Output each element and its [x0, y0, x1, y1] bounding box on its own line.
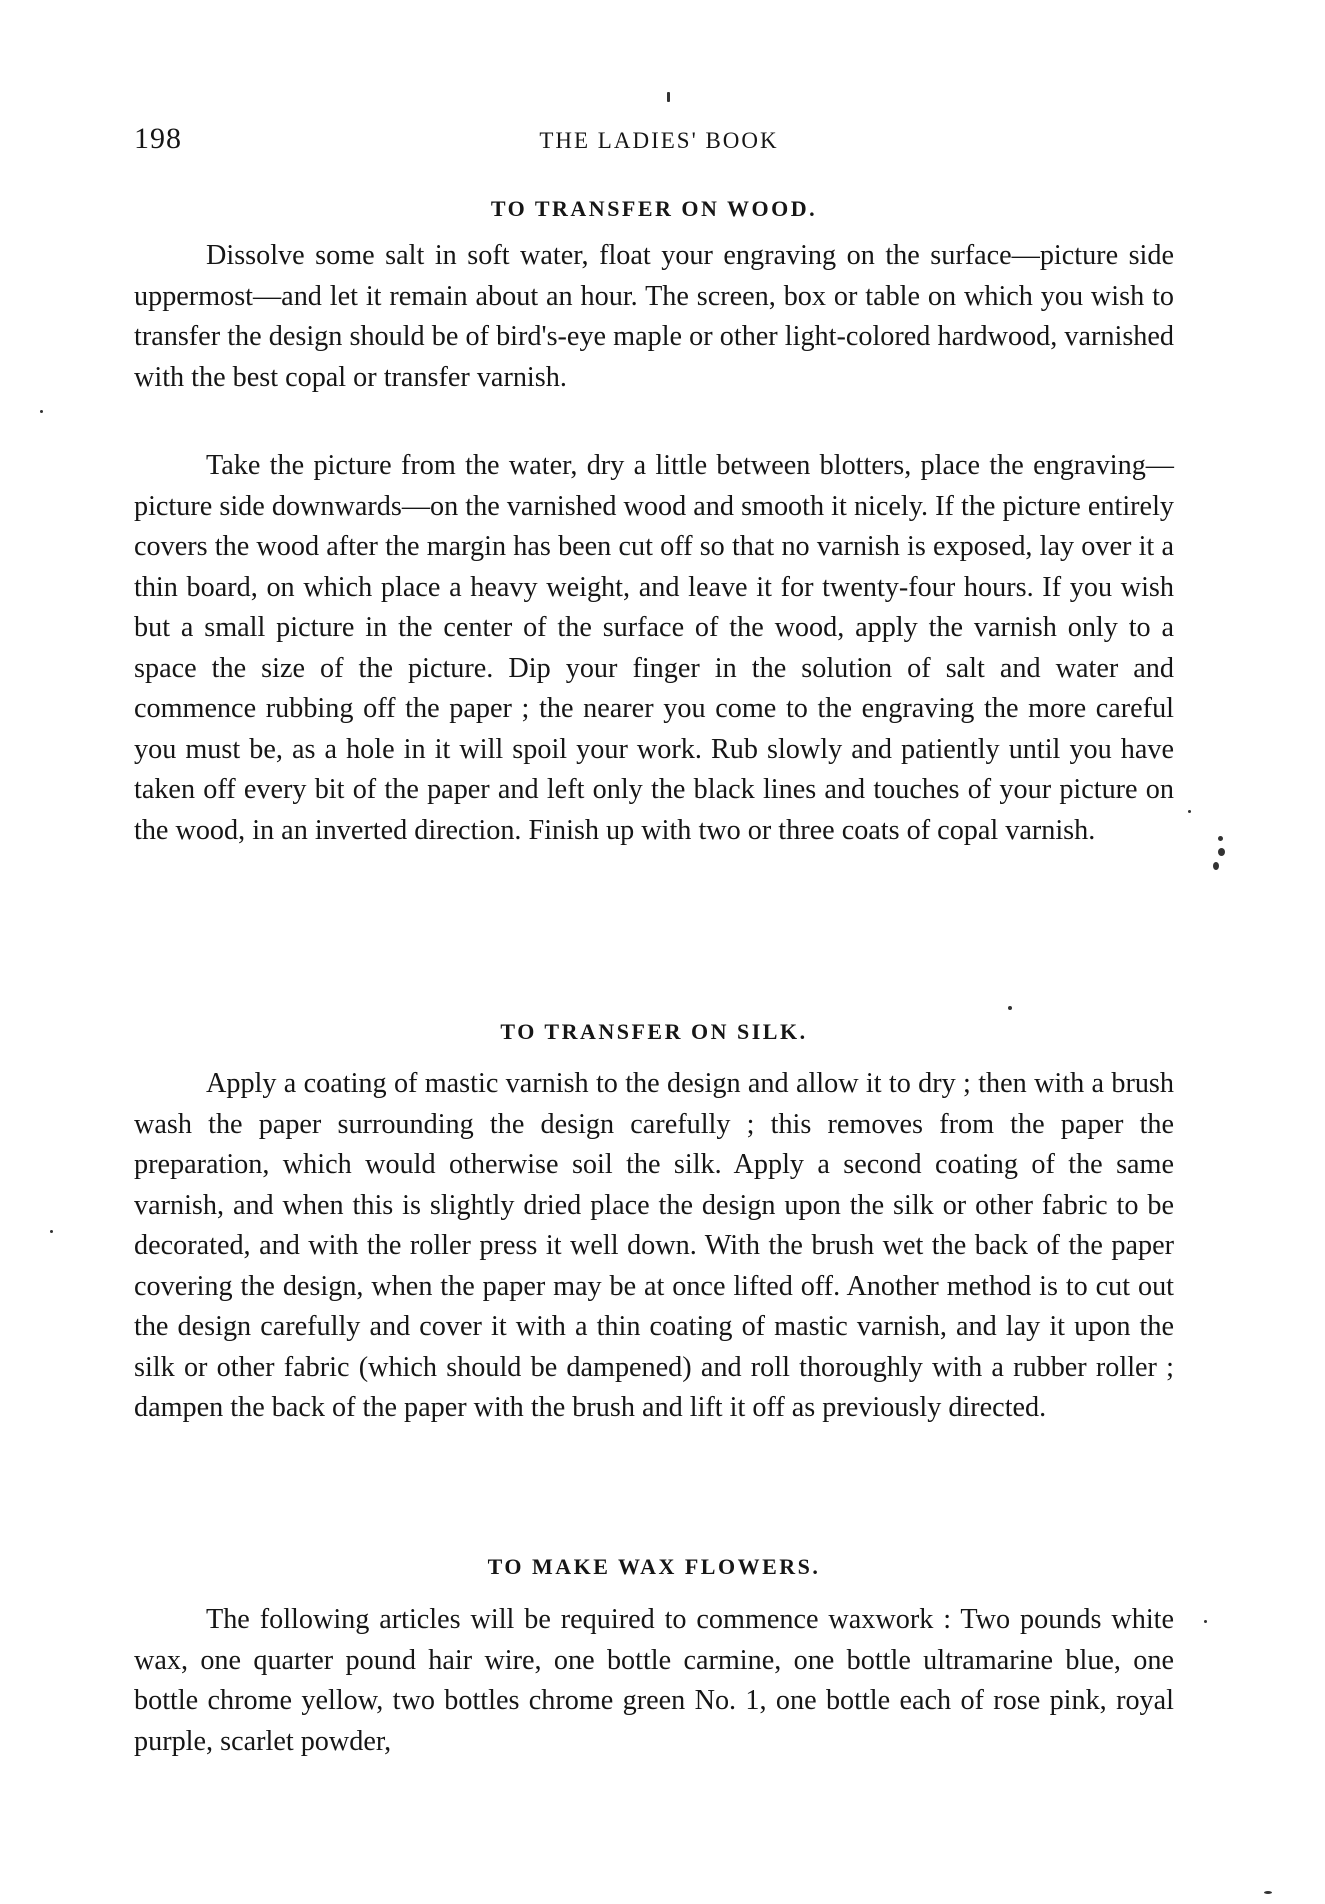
- scan-speck: [40, 410, 43, 413]
- page-number: 198: [134, 122, 182, 155]
- paragraph-wax-1: The following articles will be required to commence waxwork : Two pounds white wax, one quarter pound hair wire, one bottle carmine, one bottle ultramarine blue, one bottle chrome yellow, two bottles chrome green No. 1, one bottle each of rose pink, royal purple, scarlet powder,: [134, 1604, 1174, 1757]
- section-heading-transfer-on-silk: TO TRANSFER ON SILK.: [500, 1019, 808, 1044]
- scan-speck: [1264, 1891, 1272, 1894]
- scan-speck: [1213, 862, 1219, 870]
- scan-speck: [1218, 836, 1223, 841]
- section-heading-wax-flowers: TO MAKE WAX FLOWERS.: [487, 1554, 821, 1579]
- section-heading-transfer-on-wood: TO TRANSFER ON WOOD.: [490, 196, 818, 221]
- paragraph-wood-2: Take the picture from the water, dry a little between blotters, place the engraving—picture side downwards—on the varnished wood and smooth it nicely. If the picture entirely covers the wood after the margin has been cut off so that no varnish is exposed, lay over it a thin board, on which place a heavy weight, and leave it for twenty-four hours. If you wish but a small picture in the center of the surface of the wood, apply the varnish only to a space the size of the picture. Dip your finger in the solution of salt and water and commence rubbing off the paper ; the nearer you come to the engraving the more careful you must be, as a hole in it will spoil your work. Rub slowly and patiently until you have taken off every bit of the paper and left only the black lines and touches of your picture on the wood, in an inverted direction. Finish up with two or three coats of copal varnish.: [134, 450, 1174, 846]
- book-title: THE LADIES' BOOK: [539, 128, 779, 153]
- paragraph-wood-1: Dissolve some salt in soft water, float your engraving on the surface—picture side uppermost—and let it remain about an hour. The screen, box or table on which you wish to transfer the design should be of bird's-eye maple or other light-colored hardwood, varnished with the best copal or transfer varnish.: [134, 240, 1174, 393]
- running-head: [134, 122, 1174, 162]
- scan-speck: [1218, 848, 1225, 856]
- scan-speck: [1008, 1006, 1012, 1010]
- paragraph-silk-1: Apply a coating of mastic varnish to the design and allow it to dry ; then with a brush wash the paper surrounding the design carefully ; this removes from the paper the preparation, which would otherwise soil the silk. Apply a second coating of the same varnish, and when this is slightly dried place the design upon the silk or other fabric to be decorated, and with the roller press it well down. With the brush wet the back of the paper covering the design, when the paper may be at once lifted off. Another method is to cut out the design carefully and cover it with a thin coating of mastic varnish, and lay it upon the silk or other fabric (which should be dampened) and roll thoroughly with a rubber roller ; dampen the back of the paper with the brush and lift it off as previously directed.: [134, 1068, 1174, 1423]
- scan-speck: [1188, 810, 1191, 813]
- scan-speck: [50, 1230, 53, 1233]
- scan-speck: [667, 92, 670, 102]
- scan-speck: [1204, 1620, 1207, 1623]
